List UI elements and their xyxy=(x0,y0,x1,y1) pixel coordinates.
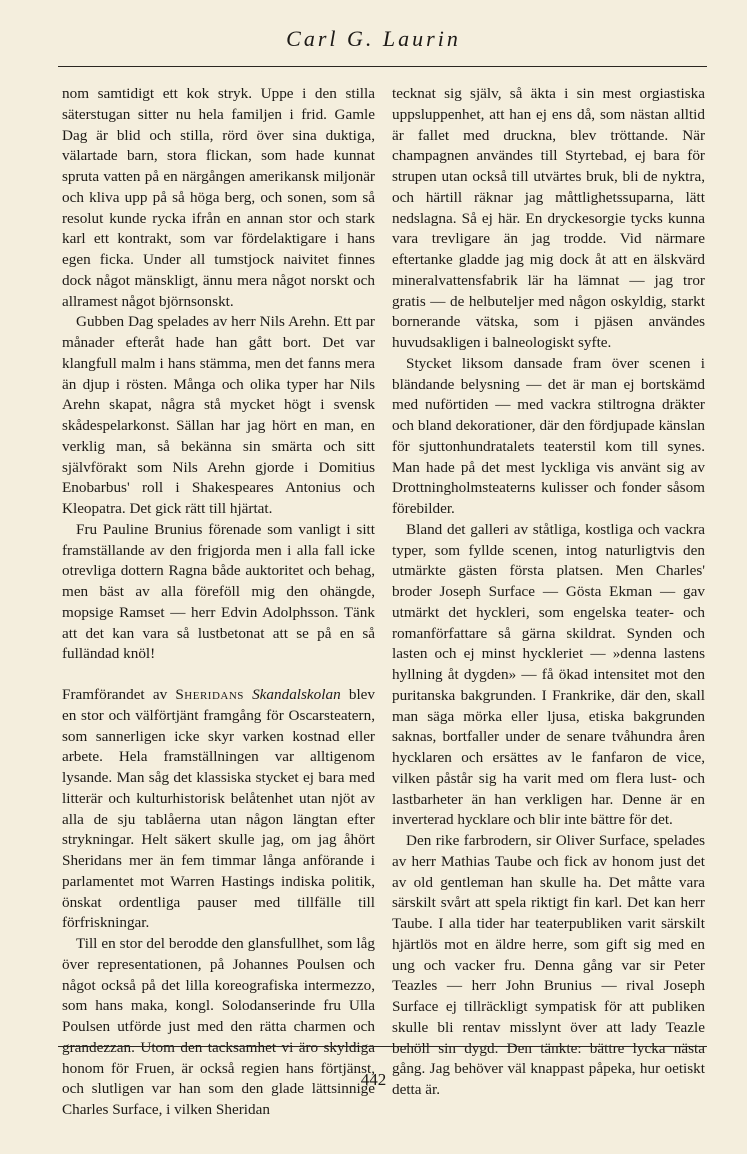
right-column xyxy=(392,84,705,1101)
paragraph: Stycket liksom dansade fram över scenen i bländande belysning — det är man ej bortskämd med nuförtiden — med vackra stiltrogna dräkter och bland dekorationer, där den fördjupade känslan för sjuttonhundratalets teaterstil kom till synes. Man hade på det mest lyckliga vis använt sig av Drottningholmsteaterns kulisser och fonder såsom förebilder. xyxy=(392,354,705,517)
text-run: Framförandet av xyxy=(62,686,176,703)
paragraph: Gubben Dag spelades av herr Nils Arehn. Ett par månader efteråt hade han gått bort. Det var klangfull malm i hans stämma, men det fanns mera än djup i rösten. Många och olika typer har Nils Arehn skapat, några stå mycket högt i svensk skådespelarkonst. Sällan har jag hört en man, en verklig man, så bekänna sin smärta och sitt självförakt som Nils Arehn gjorde i Domitius Enobarbus' roll i Shakespeares Antonius och Kleopatra. Det gick rätt till hjärtat. xyxy=(62,313,375,517)
paragraph: Fru Pauline Brunius förenade som vanligt i sitt framställande av den frigjorda men i alla fall icke otrevliga dottern Ragna både auktoritet och behag, men bäst av alla föreföll mig den ohängde, mopsige Ramset — herr Edvin Adolphsson. Tänk att det kan vara så lustbetonat att se på en så fulländad knöl! xyxy=(62,520,375,663)
footer-rule xyxy=(58,1046,707,1047)
left-column xyxy=(62,84,375,1121)
play-title: Skandalskolan xyxy=(252,686,341,703)
header-rule xyxy=(58,66,707,67)
paragraph: tecknat sig själv, så äkta i sin mest orgiastiska uppsluppenhet, att han ej ens då, som nästan alltid är fallet med druckna, blev tröttande. När champagnen användes till Styrtebad, ej bara för strupen utan också till utvärtes bruk, bli de nyktra, och härtill räknar jag måttlighetssuparna, lätt nedslagna. Så ej här. En dryckesorgie tycks kunna vara trevligare än jag trodde. Vid närmare eftertanke gladde jag mig dock åt att en älskvärd mineralvattensfabrik lär ha lämnat — jag tror gratis — de helbuteljer med någon oskyldig, starkt bornerande vätska, som i pjäsen användes huvudsakligen i balneologiskt syfte. xyxy=(392,85,705,351)
running-header: Carl G. Laurin xyxy=(286,26,461,51)
text-run: blev en stor och välförtjänt framgång för Oscarsteatern, som sannerligen icke skyr varken kostnad eller arbete. Hela framställningen var alltigenom lysande. Man såg det klassiska stycket ej bara med litterär och kulturhistorisk belåtenhet utan njöt av alla de sju tablåerna utan någon längtan efter strykningar. Helt säkert skulle jag, om jag åhört Sheridans mer än fem timmar långa anförande i parlamentet mot Warren Hastings indiska politik, önskat ordentliga pauser med tillfälle till förfriskningar. xyxy=(62,686,375,932)
paragraph: Till en stor del berodde den glansfullhet, som låg över representationen, på Johannes Poulsen och något också på det lilla koreografiska intermezzo, som hans maka, kongl. Solodanserinde fru Ulla Poulsen utförde just med den rätta charmen och grandezzan. Utom den tacksamhet vi äro skyldiga honom för Fruen, är också regien hans förtjänst, och slutligen var han som den glade lättsinnige Charles Surface, i vilken Sheridan xyxy=(62,935,375,1118)
paragraph xyxy=(62,685,375,934)
paragraph: Bland det galleri av ståtliga, kostliga och vackra typer, som fyllde scenen, intog naturligtvis den utmärkte gästen första platsen. Men Charles' broder Joseph Surface — Gösta Ekman — gav utmärkt det hyckleri, som engelska teater- och romanförfattare så gärna skildrat. Synden och lasten och ej minst hyckleriet — »denna lastens hyllning åt dygden» — få ökad intensitet mot den puritanska bakgrunden. I Frankrike, där den, skall man säga mörka eller ljusa, etiska bakgrunden saknas, bortfaller under de senare tvåhundra åren hycklaren och ersättes av le fanfaron de vice, vilken påstår sig ha varit med om flera lust- och lastbarheter än han verkligen har. Denne är en inverterad hycklare och blir inte bättre för det. xyxy=(392,520,705,829)
paragraph: Den rike farbrodern, sir Oliver Surface, spelades av herr Mathias Taube och fick av honom just det av old gentleman han skulle ha. Det måtte vara särskilt svårt att spela riktigt fin karl. Det kan herr Taube. I alla tider har teaterpubliken varit särskilt hjärtlös mot en äldre herre, som gift sig med en ung och vacker fru. Denna gång var sir Peter Teazles — herr John Brunius — rival Joseph Surface ej tillräckligt sympatisk för att publiken skulle bli rentav misslynt över att lady Teazle behöll sin dygd. Den tänkte: bättre lycka nästa gång. Jag behöver väl knappast påpeka, hur oetiskt detta är. xyxy=(392,832,705,1098)
author-name: Sheridans xyxy=(175,686,244,703)
page-number: 442 xyxy=(360,1070,387,1089)
paragraph: nom samtidigt ett kok stryk. Uppe i den stilla säterstugan sitter nu hela familjen i frid. Gamle Dag är blid och stilla, rörd över sina duktiga, välartade barn, stora flickan, som hade kunnat spruta vatten på en närgången amerikansk miljonär och kliva upp på så höga berg, och sonen, som så resolut kunde rycka ifrån en annan stor och stark karl ett kontrakt, som var fördelaktigare i hans egen ficka. Under all tumstjock naivitet finnes dock något mänskligt, ännu mera något norskt och allramest något björnsonskt. xyxy=(62,85,375,310)
